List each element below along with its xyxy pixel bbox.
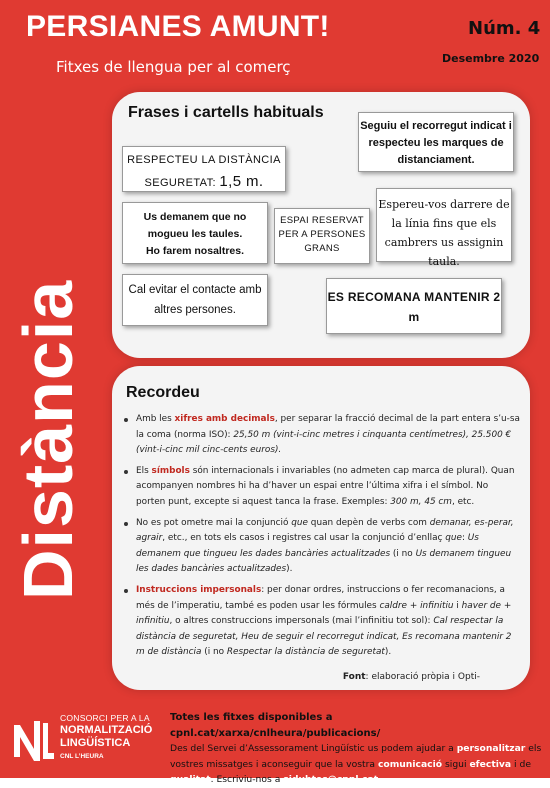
- footer-highlight: comunicació: [377, 758, 443, 770]
- cpnl-logo: [10, 713, 160, 771]
- list-item: [124, 464, 520, 511]
- item-text: , o altres construccions impersonals (mai l’infinitiu tot sol):: [169, 616, 434, 627]
- item-text: i: [453, 600, 462, 611]
- bullet-icon: [124, 470, 128, 474]
- item-highlight: Instruccions impersonals: [136, 584, 262, 595]
- item-example: Us demanem tingueu les dades bancàries actualitzades: [136, 548, 512, 575]
- bullet-icon: [124, 418, 128, 422]
- publications-link[interactable]: Totes les fitxes disponibles a cpnl.cat/xarxa/cnlheura/publicacions/: [170, 712, 381, 739]
- footer-text: sigui: [442, 758, 470, 770]
- recordeu-list: [124, 412, 520, 666]
- item-text: (i no: [201, 647, 227, 658]
- item-text: , per separar la fracció decimal de la part entera s’u-sa la coma (norma ISO):: [136, 414, 520, 440]
- item-example: que: [291, 517, 308, 528]
- issue-date: Desembre 2020: [442, 52, 540, 65]
- footer-highlight: efectiva: [469, 758, 512, 770]
- page-subtitle: Fitxes de llengua per al comerç: [56, 58, 291, 76]
- logo-line: LINGÜÍSTICA: [60, 737, 131, 749]
- logo-text: [60, 713, 152, 762]
- sign-distance-value: 1,5 m.: [219, 173, 264, 190]
- item-text: , etc., en tots els casos i registres cal usar la conjunció d’enllaç: [162, 533, 446, 544]
- footer-paragraph: [170, 741, 542, 788]
- item-text: , etc.: [451, 496, 475, 507]
- item-text: : per donar ordres, instruccions o fer recomanacions, a més de l’imperatiu, també es poden usar les fórmules: [136, 584, 505, 611]
- sign-tables-line2: Ho farem nosaltres.: [145, 245, 245, 257]
- sign-wait: Espereu-vos darrere de la línia fins que els cambrers us assignin taula.: [376, 188, 512, 262]
- item-example: 300 m, 45 cm: [390, 496, 452, 507]
- item-text: (i no: [390, 548, 416, 559]
- item-text: Els: [136, 465, 152, 476]
- sign-distance: [122, 146, 286, 192]
- sign-distance-line2: SEGURETAT:: [144, 177, 220, 189]
- source-text: : elaboració pròpia i Opti-: [365, 672, 480, 682]
- logo-line: NORMALITZACIÓ: [60, 724, 153, 736]
- item-highlight: xifres amb decimals: [174, 414, 275, 424]
- logo-line: CONSORCI PER A LA: [60, 713, 150, 723]
- logo-line: CNL L’HEURA: [60, 753, 104, 760]
- sign-keep-distance: ES RECOMANA MANTENIR 2 m: [326, 278, 502, 334]
- frases-panel: [112, 92, 530, 358]
- list-item: [124, 516, 520, 578]
- footer-text: els vostres missatges i aconseguir que la vostra: [170, 743, 542, 770]
- item-example: 25,50 m (vint-i-cinc metres i cinquanta centímetres), 25.500 € (vint-i-cinc mil cinc-cents euros).: [136, 429, 512, 456]
- footer-info: [170, 710, 542, 788]
- vertical-topic-title: Distància: [9, 279, 87, 600]
- sign-reserved: ESPAI RESERVAT PER A PERSONES GRANS: [274, 208, 370, 264]
- item-example: caldre + infinitiu: [379, 600, 454, 611]
- item-example: haver de + infinitiu: [136, 600, 512, 627]
- email-link[interactable]: sidubtes@cpnl.cat: [283, 774, 379, 785]
- item-text: ).: [286, 564, 293, 575]
- footer-text: . Escriviu-nos a: [210, 774, 284, 785]
- footer-highlight: qualitat: [170, 774, 211, 785]
- footer-highlight: personalitzar: [456, 743, 526, 754]
- bullet-icon: [124, 589, 128, 593]
- item-example: Us demanem que tingueu les dades bancàries actualitzades: [136, 533, 479, 559]
- item-text: són internacionals i invariables (no admeten cap marca de plural). Quan acompanyen nombres hi ha d’haver un espai entre l’última xifra i el símbol. No porten punt, excepte si aquest tanca la frase. Exemples:: [136, 465, 515, 507]
- sign-route: Seguiu el recorregut indicat i respecteu les marques de distanciament.: [358, 112, 514, 172]
- source-label: Font: [342, 672, 366, 682]
- recordeu-heading: Recordeu: [126, 384, 200, 401]
- list-item: [124, 583, 520, 661]
- cnl-logo-icon: [10, 717, 54, 763]
- item-text: quan depèn de verbs com: [307, 517, 430, 528]
- bullet-icon: [124, 522, 128, 526]
- item-text: ).: [384, 647, 392, 658]
- sign-tables-line1: Us demanem que no mogueu les taules.: [143, 211, 247, 240]
- recordeu-panel: [112, 366, 530, 690]
- item-example: que: [445, 533, 462, 544]
- footer-text: i de: [511, 758, 531, 770]
- item-text: Amb les: [136, 414, 175, 424]
- item-example: Respectar la distància de seguretat: [226, 647, 385, 658]
- item-example: Cal respectar la distància de seguretat, Heu de seguir el recorregut indicat, Es recomana mantenir 2 m de distància: [136, 616, 512, 658]
- item-text: :: [461, 533, 468, 544]
- issue-number: Núm. 4: [468, 18, 541, 39]
- frases-heading: Frases i cartells habituals: [128, 104, 324, 121]
- item-example: demanar, es-perar, agrair: [136, 517, 514, 544]
- item-text: No es pot ometre mai la conjunció: [136, 517, 292, 528]
- sign-avoid-contact: Cal evitar el contacte amb altres persones.: [122, 274, 268, 326]
- sign-tables: [122, 202, 268, 264]
- sign-distance-line1: RESPECTEU LA DISTÀNCIA: [127, 154, 281, 166]
- footer: [0, 700, 550, 785]
- page-title: PERSIANES AMUNT!: [26, 10, 330, 43]
- item-highlight: símbols: [151, 465, 190, 476]
- source-note: [343, 672, 480, 682]
- footer-text: Des del Servei d’Assessorament Lingüístic us podem ajudar a: [170, 743, 457, 754]
- list-item: [124, 412, 520, 459]
